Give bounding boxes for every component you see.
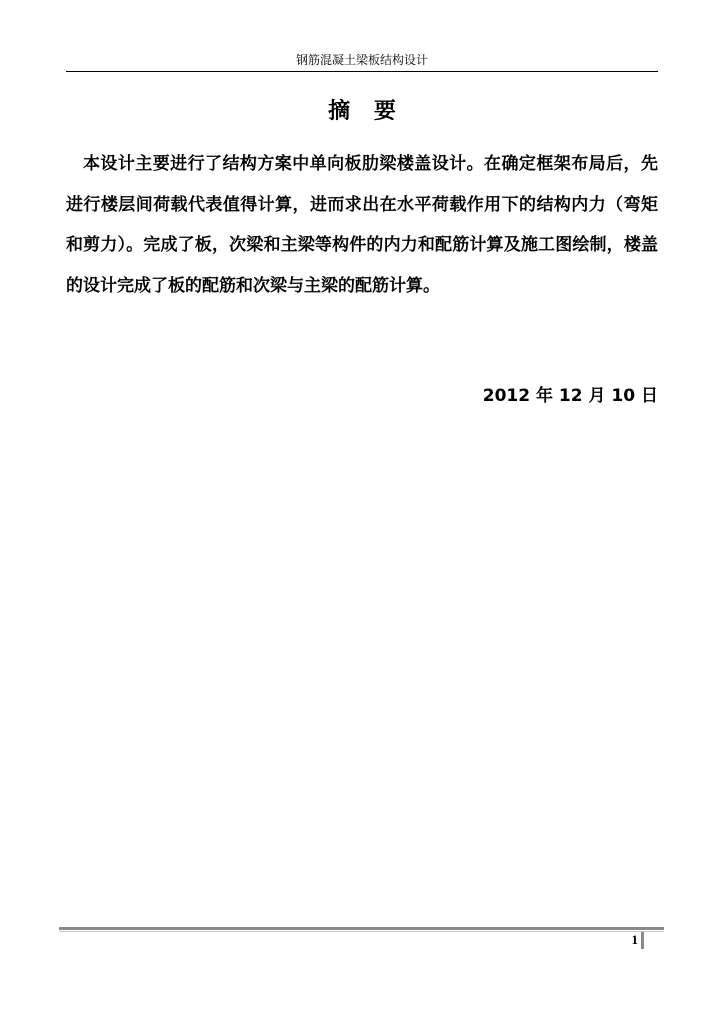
page-number: 1	[631, 932, 638, 947]
abstract-date: 2012 年 12 月 10 日	[482, 386, 658, 406]
abstract-heading: 摘 要	[328, 99, 404, 124]
footer-divider	[59, 927, 664, 930]
page-number-bar	[641, 932, 644, 949]
footer-divider-thin	[59, 931, 664, 932]
header-divider	[66, 71, 658, 72]
abstract-paragraph: 本设计主要进行了结构方案中单向板肋梁楼盖设计。在确定框架布局后，先进行楼层间荷载代表值得计算，进而求出在水平荷载作用下的结构内力（弯矩和剪力）。完成了板，次梁和主梁等构件的内力和配筋计算及施工图绘制，楼盖的设计完成了板的配筋和次梁与主梁的配筋计算。	[66, 154, 658, 296]
running-header: 钢筋混凝土梁板结构设计	[295, 53, 428, 67]
